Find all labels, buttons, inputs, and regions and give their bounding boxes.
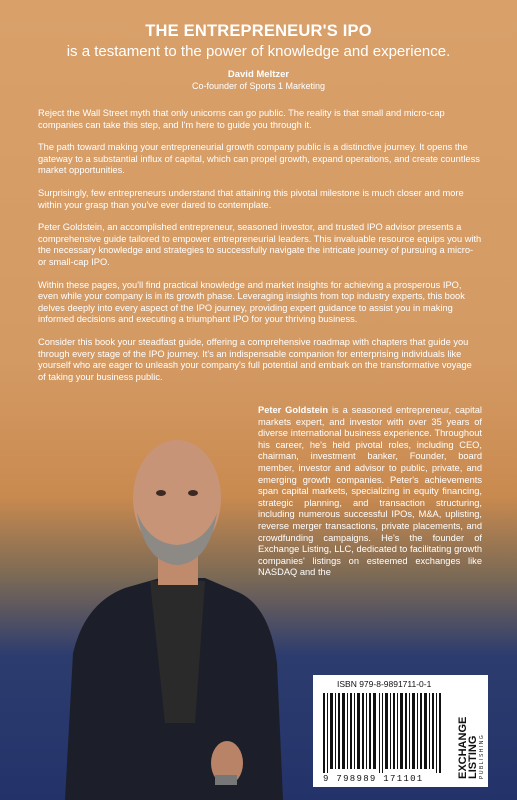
endorsement-quote: is a testament to the power of knowledge and experience. (66, 43, 451, 60)
blurb-text (38, 108, 482, 394)
publisher-logo (451, 679, 485, 783)
publisher-logo-line3: PUBLISHING (479, 733, 485, 779)
author-portrait (55, 403, 285, 800)
publisher-logo-line1: EXCHANGE (457, 716, 469, 779)
author-name: Peter Goldstein (258, 405, 329, 415)
blurb-paragraph: Within these pages, you'll find practical knowledge and market insights for achieving a prosperous IPO, even while your company is in its growth phase. Leveraging insights from top industry experts, this book delves deeply into every aspect of the IPO journey, providing expert guidance to assist you in making informed decisions and executing a triumphant IPO for your thriving business. (38, 279, 465, 325)
barcode-digits: 9 798989 171101 (323, 774, 424, 784)
blurb-paragraph: The path toward making your entrepreneurial growth company public is a distinctive journey. It opens the gateway to a substantial influx of capital, which can propel growth, expand operations, and create countless market opportunities. (38, 142, 480, 176)
blurb-paragraph: Peter Goldstein, an accomplished entrepreneur, seasoned investor, and trusted IPO advisor presents a comprehensive guide tailored to empower entrepreneurial leaders. This invaluable resource equips you with the necessary knowledge and strategies to successfully navigate the intricate journey of pursuing a micro- or small-cap IPO. (38, 222, 482, 267)
quote-author-role: Co-founder of Sports 1 Marketing (191, 81, 326, 91)
blurb-paragraph: Reject the Wall Street myth that only unicorns can go public. The reality is that small and micro-cap companies can take this step, and I'm here to guide you through it. (38, 108, 445, 130)
blurb-paragraph: Consider this book your steadfast guide, offering a comprehensive roadmap with chapters that guide you through every stage of the IPO journey. It's an indispensable companion for enterprising individuals like yourself who are eager to unleash your company's full potential and embark on the transformative voyage of taking your business public. (38, 336, 472, 382)
blurb-paragraph: Surprisingly, few entrepreneurs understand that attaining this pivotal milestone is much closer and more within your grasp than you've ever dared to contemplate. (38, 187, 464, 210)
isbn-number: ISBN 979-8-9891711-0-1 (337, 679, 432, 689)
publisher-logo-line2: LISTING (467, 735, 479, 779)
author-bio-text: is a seasoned entrepreneur, capital markets expert, and investor with over 35 years of diverse international business experience. Throughout his career, he's held pivotal roles, including CEO, chairman, investment banker, Founder, board member, investor and advisor to public, private, and emerging growth companies. Peter's achievements span capital markets, specializing in equity financing, strategic planning, and transaction structuring, including numerous successful IPOs, M&A, uplisting, reverse merger transactions, private placements, and crowdfunding campaigns. He's the founder of Exchange Listing, LLC, dedicated to facilitating growth companies' listings on esteemed exchanges like NASDAQ and the (258, 405, 482, 578)
author-bio (258, 405, 482, 579)
cover-header (0, 22, 517, 91)
barcode (323, 693, 443, 773)
quote-author: David Meltzer (227, 69, 290, 80)
book-title: THE ENTREPRENEUR'S IPO (145, 22, 372, 40)
isbn-barcode-box (313, 675, 488, 787)
